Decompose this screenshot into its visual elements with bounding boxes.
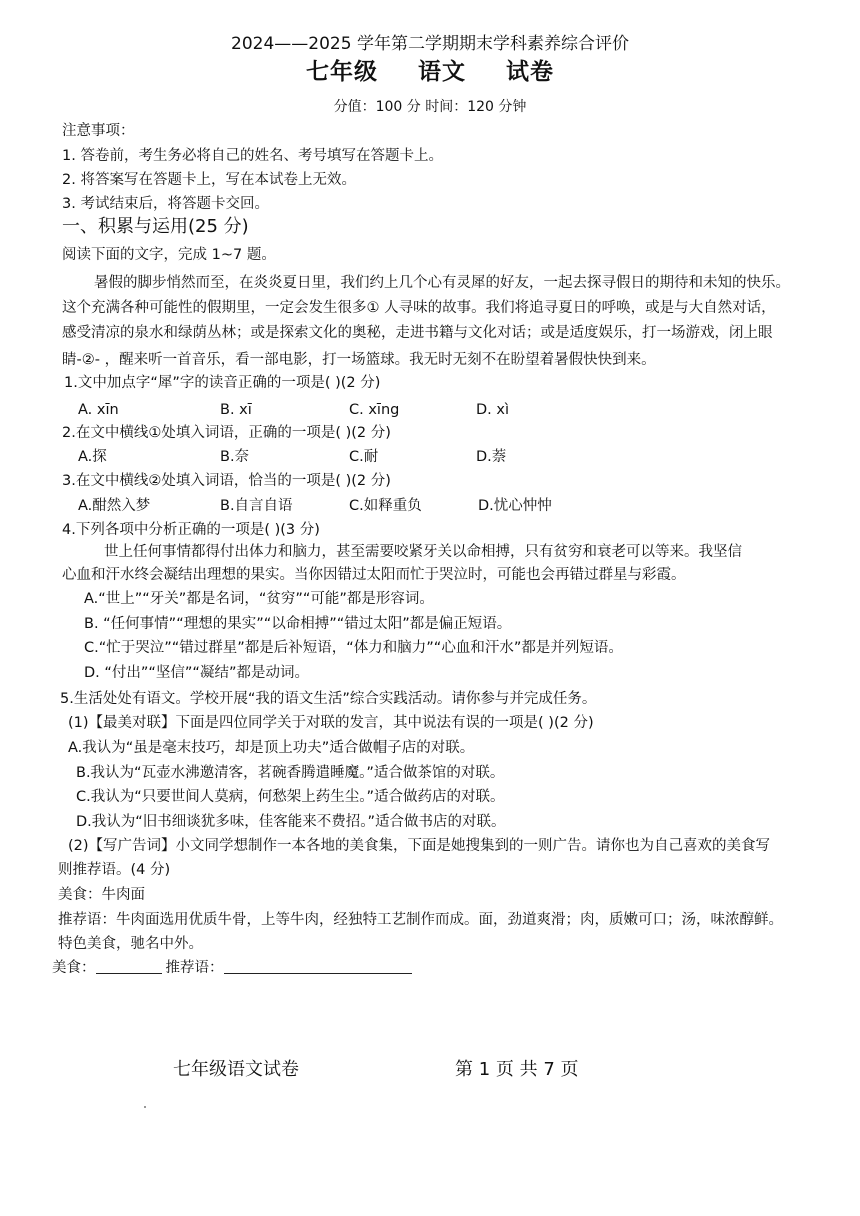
footer-paper-name: 七年级语文试卷 (173, 1059, 299, 1080)
q2-option-c: C.耐 (349, 449, 379, 465)
question-1-stem: 1.文中加点字“犀”字的读音正确的一项是( )(2 分) (64, 375, 381, 391)
notice-item: 3. 考试结束后，将答题卡交回。 (62, 196, 269, 212)
exam-title: 2024——2025 学年第二学期期末学科素养综合评价 (231, 34, 629, 54)
q3-option-b: B.自言自语 (220, 498, 293, 514)
q4-passage-line: 世上任何事情都得付出体力和脑力，甚至需要咬紧牙关以命相搏，只有贫穷和衰老可以等来。我坚信 (104, 544, 742, 560)
q5-sub2-stem: 则推荐语。(4 分) (58, 862, 171, 878)
passage-line: 这个充满各种可能性的假期里，一定会发生很多① 人寻味的故事。我们将追寻夏日的呼唤，或是与大自然对话， (62, 300, 776, 316)
stray-dot (144, 1106, 146, 1108)
question-2-stem: 2.在文中横线①处填入词语，正确的一项是( )(2 分) (62, 425, 391, 441)
q2-option-a: A.探 (78, 449, 107, 465)
q1-option-c: C. xīng (349, 402, 400, 418)
q1-option-d: D. xì (476, 402, 509, 418)
answer-ad-blank[interactable] (224, 959, 412, 974)
notice-heading: 注意事项： (62, 123, 135, 139)
q5-sub1-option-d: D.我认为“旧书细谈犹多味，佳客能来不费招。”适合做书店的对联。 (76, 814, 506, 830)
q2-option-d: D.萘 (476, 449, 507, 465)
answer-row (52, 958, 412, 978)
passage-line: 暑假的脚步悄然而至，在炎炎夏日里，我们约上几个心有灵犀的好友，一起去探寻假日的期待和未知的快乐。 (94, 275, 790, 291)
q5-sub1-stem: (1)【最美对联】下面是四位同学关于对联的发言，其中说法有误的一项是( )(2 分) (68, 715, 594, 731)
answer-ad-label: 推荐语： (165, 960, 224, 976)
passage-line: 睛-②- ，醒来听一首音乐，看一部电影，打一场篮球。我无时无刻不在盼望着暑假快快到来。 (62, 352, 656, 368)
grade-label: 七年级 (306, 59, 378, 85)
answer-food-blank[interactable] (96, 959, 162, 974)
q3-option-d: D.忧心忡忡 (478, 498, 552, 514)
footer-page-number: 第 1 页 共 7 页 (455, 1059, 579, 1080)
sample-ad-line: 特色美食，驰名中外。 (58, 936, 203, 952)
q5-sub1-option-a: A.我认为“虽是毫末技巧，却是顶上功夫”适合做帽子店的对联。 (68, 740, 475, 756)
passage-line: 感受清凉的泉水和绿荫丛林；或是探索文化的奥秘，走进书籍与文化对话；或是适度娱乐，打一场游戏，闭上眼 (62, 325, 773, 341)
q3-option-a: A.酣然入梦 (78, 498, 151, 514)
sample-ad-line: 推荐语：牛肉面选用优质牛骨，上等牛肉，经独特工艺制作而成。面，劲道爽滑；肉，质嫩可口；汤，味浓醇鲜。 (58, 912, 783, 928)
q1-option-b: B. xī (220, 402, 252, 418)
q4-option-d: D. “付出”“坚信”“凝结”都是动词。 (84, 665, 309, 681)
q2-option-b: B.奈 (220, 449, 250, 465)
sample-food: 美食：牛肉面 (58, 887, 145, 903)
q1-option-a: A. xīn (78, 402, 119, 418)
q5-sub2-stem: (2)【写广告词】小文同学想制作一本各地的美食集，下面是她搜集到的一则广告。请你也为自己喜欢的美食写 (68, 838, 771, 854)
question-5-stem: 5.生活处处有语文。学校开展“我的语文生活”综合实践活动。请你参与并完成任务。 (60, 691, 597, 707)
notice-item: 2. 将答案写在答题卡上，写在本试卷上无效。 (62, 172, 356, 188)
subject-label: 语文 (418, 59, 466, 85)
q4-passage-line: 心血和汗水终会凝结出理想的果实。当你因错过太阳而忙于哭泣时，可能也会再错过群星与彩霞。 (62, 567, 686, 583)
q4-option-c: C.“忙于哭泣”“错过群星”都是后补短语，“体力和脑力”“心血和汗水”都是并列短语。 (84, 640, 623, 656)
paper-label: 试卷 (506, 59, 554, 85)
exam-subtitle (0, 59, 860, 85)
q4-option-a: A.“世上”“牙关”都是名词，“贫穷”“可能”都是形容词。 (84, 591, 434, 607)
notice-item: 1. 答卷前，考生务必将自己的姓名、考号填写在答题卡上。 (62, 148, 443, 164)
q5-sub1-option-c: C.我认为“只要世间人莫病，何愁架上药生尘。”适合做药店的对联。 (76, 789, 505, 805)
q3-option-c: C.如释重负 (349, 498, 422, 514)
answer-food-label: 美食： (52, 960, 96, 976)
score-time: 分值：100 分 时间：120 分钟 (333, 99, 527, 115)
question-3-stem: 3.在文中横线②处填入词语，恰当的一项是( )(2 分) (62, 473, 391, 489)
q5-sub1-option-b: B.我认为“瓦壶水沸邀清客，茗碗香腾遣睡魔。”适合做茶馆的对联。 (76, 765, 505, 781)
section-heading: 一、积累与运用(25 分) (62, 216, 249, 237)
q4-option-b: B. “任何事情”“理想的果实”“以命相搏”“错过太阳”都是偏正短语。 (84, 616, 512, 632)
section-intro: 阅读下面的文字，完成 1~7 题。 (62, 247, 276, 263)
question-4-stem: 4.下列各项中分析正确的一项是( )(3 分) (62, 522, 320, 538)
